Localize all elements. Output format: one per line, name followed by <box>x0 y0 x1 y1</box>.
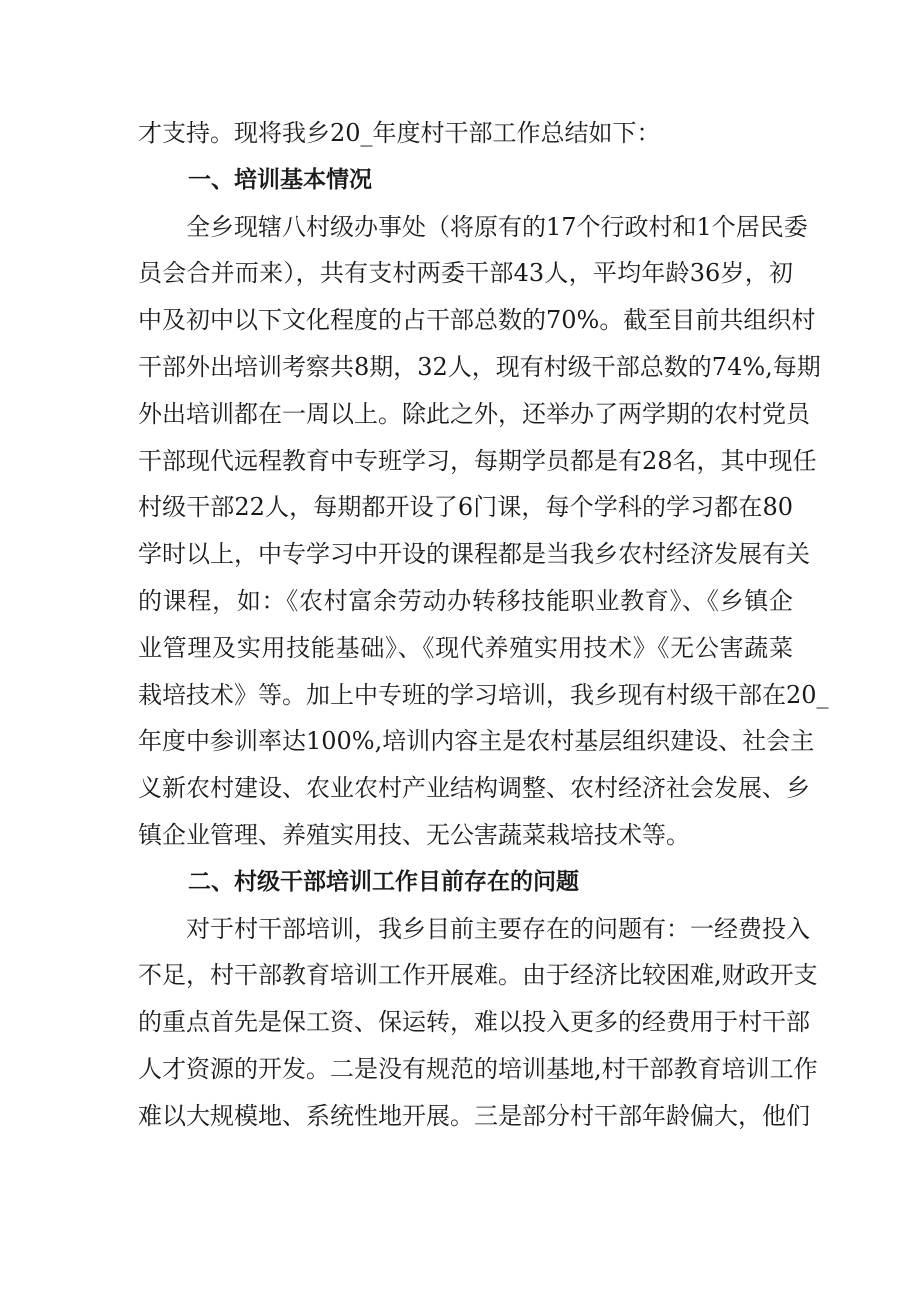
paragraph-line: 中及初中以下文化程度的占干部总数的70%。截至目前共组织村 <box>138 306 816 335</box>
paragraph-line: 外出培训都在一周以上。除此之外，还举办了两学期的农村党员 <box>138 399 810 428</box>
paragraph-line: 对于村干部培训，我乡目前主要存在的问题有：一经费投入 <box>186 914 810 943</box>
paragraph-line: 人才资源的开发。二是没有规范的培训基地,村干部教育培训工作 <box>138 1054 818 1083</box>
paragraph-line: 干部现代远程教育中专班学习，每期学员都是有28名，其中现任 <box>138 446 817 475</box>
paragraph-line: 义新农村建设、农业农村产业结构调整、农村经济社会发展、乡 <box>138 774 810 803</box>
paragraph-line: 栽培技术》等。加上中专班的学习培训，我乡现有村级干部在20_ <box>138 680 829 709</box>
section-heading-current-problems: 二、村级干部培训工作目前存在的问题 <box>188 868 579 895</box>
paragraph-line: 干部外出培训考察共8期，32人，现有村级干部总数的74%,每期 <box>138 352 821 381</box>
paragraph-line: 全乡现辖八村级办事处（将原有的17个行政村和1个居民委 <box>186 212 808 241</box>
paragraph-line: 的课程，如：《农村富余劳动办转移技能职业教育》、《乡镇企 <box>138 586 793 615</box>
paragraph-line: 不足，村干部教育培训工作开展难。由于经济比较困难,财政开支 <box>138 961 818 990</box>
paragraph-line: 镇企业管理、养殖实用技、无公害蔬菜栽培技术等。 <box>138 820 690 849</box>
paragraph-line: 年度中参训率达100%,培训内容主是农村基层组织建设、社会主 <box>138 727 815 756</box>
paragraph-line: 村级干部22人，每期都开设了6门课，每个学科的学习都在80 <box>138 493 793 522</box>
paragraph-line: 的重点首先是保工资、保运转，难以投入更多的经费用于村干部 <box>138 1008 810 1037</box>
paragraph-line: 业管理及实用技能基础》、《现代养殖实用技术》《无公害蔬菜 <box>138 633 793 662</box>
paragraph-line: 员会合并而来），共有支村两委干部43人，平均年龄36岁，初 <box>138 259 793 288</box>
document-body <box>138 110 829 1140</box>
paragraph-line: 学时以上，中专学习中开设的课程都是当我乡农村经济发展有关 <box>138 540 810 569</box>
paragraph-line: 难以大规模地、系统性地开展。三是部分村干部年龄偏大，他们 <box>138 1101 810 1130</box>
intro-tail-line: 才支持。现将我乡20_年度村干部工作总结如下： <box>138 119 661 147</box>
section-heading-training-overview: 一、培训基本情况 <box>188 166 372 193</box>
